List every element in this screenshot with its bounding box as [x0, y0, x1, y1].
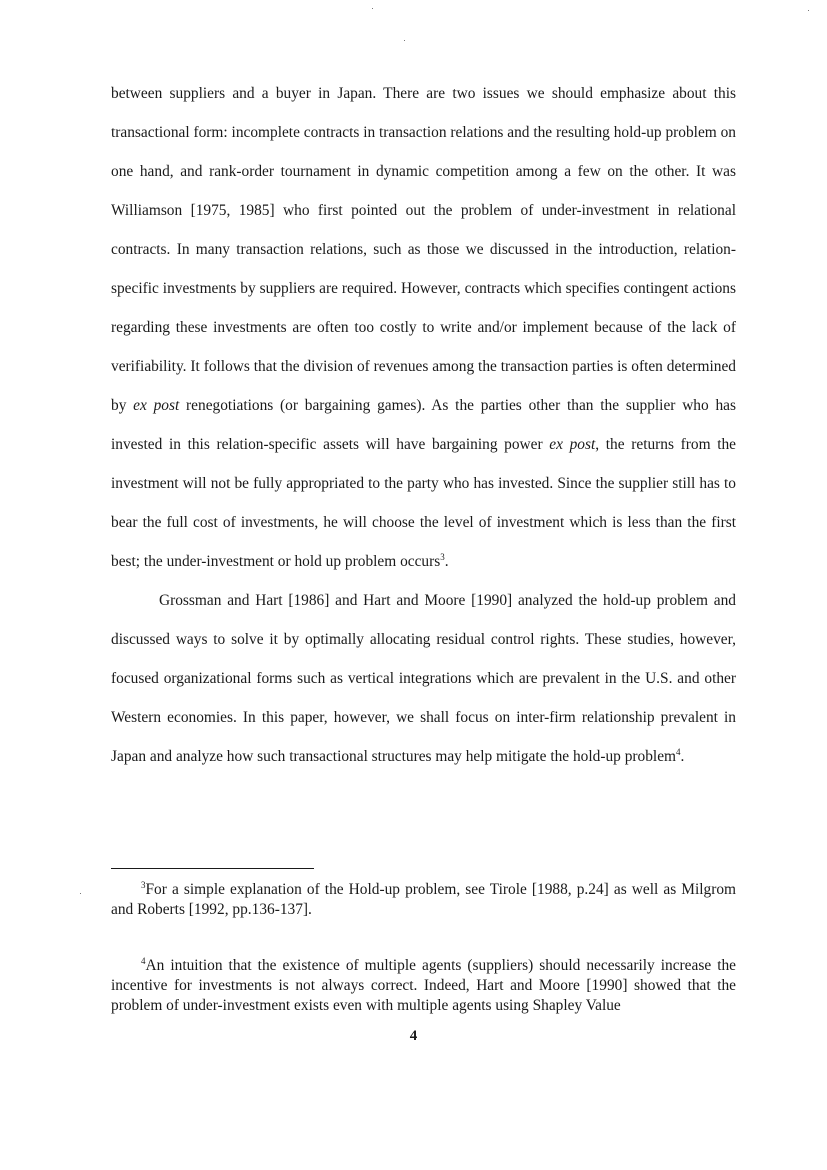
footnote-marker: 3 [141, 879, 146, 890]
scan-speck [404, 40, 405, 41]
paragraph [111, 74, 736, 581]
footnote-text: For a simple explanation of the Hold-up problem, see Tirole [1988, p.24] as well as Milgrom and Roberts [1992, pp.136-137]. [111, 881, 736, 918]
body-text [111, 74, 736, 776]
scan-speck [372, 8, 373, 9]
text-run: Grossman and Hart [1986] and Hart and Moore [1990] analyzed the hold-up problem and discussed ways to solve it by optimally allocating residual control rights. These studies, however, focused organizational forms such as vertical integrations which are prevalent in the U.S. and other Western economies. In this paper, however, we shall focus on inter-firm relationship prevalent in Japan and analyze how such transactional structures may help mitigate the hold-up problem [111, 592, 736, 765]
text-run: . [444, 553, 449, 570]
footnote-marker: 4 [141, 955, 146, 966]
text-run: between suppliers and a buyer in Japan. There are two issues we should emphasize about this transactional form: incomplete contracts in transaction relations and the resulting hold-up problem on one hand, and rank-order tournament in dynamic competition among a few on the other. It was Williamson [1975, 1985] who first pointed out the problem of under-investment in relational contracts. In many transaction relations, such as those we discussed in the introduction, relation-specific investments by suppliers are required. However, contracts which specifies contingent actions regarding these investments are often too costly to write and/or implement because of the lack of verifiability. It follows that the division of revenues among the transaction parties is often determined by [111, 85, 736, 414]
footnote [111, 956, 736, 1016]
text-run: , the returns from the investment will not be fully appropriated to the party who has invested. Since the supplier still has to bear the full cost of investments, he will choose the level of investment which is less than the first best; the under-investment or hold up problem occurs [111, 436, 737, 570]
text-run: . [680, 748, 685, 765]
footnote-text: An intuition that the existence of multiple agents (suppliers) should necessarily increase the incentive for investments is not always correct. Indeed, Hart and Moore [1990] showed that the problem of under-investment exists even with multiple agents using Shapley Value [111, 957, 736, 1014]
footnote-reference: 3 [440, 551, 445, 562]
text-run: renegotiations (or bargaining games). As the parties other than the supplier who has invested in this relation-specific assets will have bargaining power [111, 397, 736, 453]
paragraph [111, 581, 736, 776]
footnote-separator [111, 868, 314, 869]
footnote [111, 880, 736, 920]
text-run: ex post [133, 397, 180, 414]
scan-speck [808, 10, 809, 11]
footnote-reference: 4 [676, 746, 681, 757]
text-run: ex post [549, 436, 596, 453]
scan-speck [80, 893, 81, 894]
page-number: 4 [409, 1028, 418, 1044]
